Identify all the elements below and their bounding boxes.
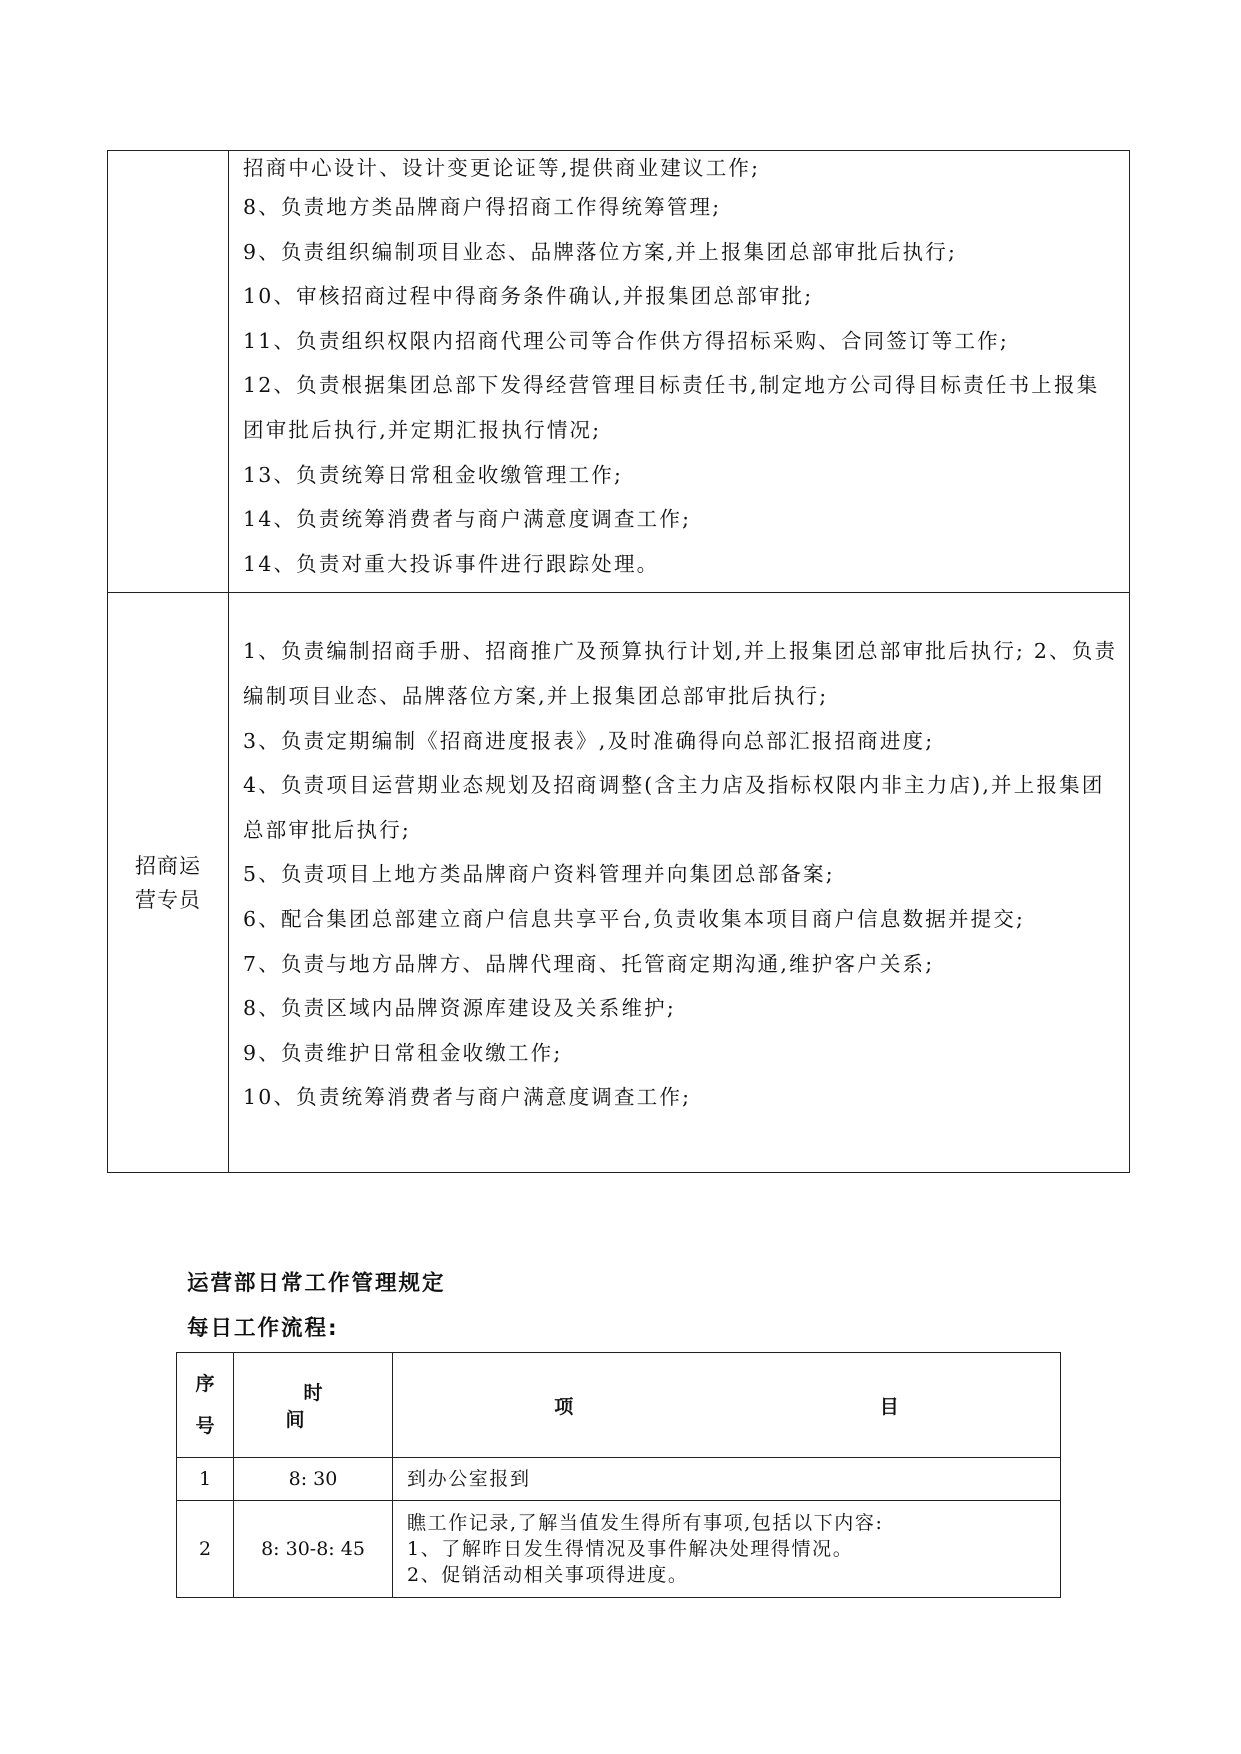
duties-cell <box>229 593 1130 1173</box>
section-title: 运营部日常工作管理规定 <box>187 1271 446 1296</box>
duty-item: 7、负责与地方品牌方、品牌代理商、托管商定期沟通,维护客户关系; <box>243 951 935 976</box>
header-time: 时 间 <box>234 1353 393 1458</box>
duty-item: 6、配合集团总部建立商户信息共享平台,负责收集本项目商户信息数据并提交; <box>243 906 1026 931</box>
duty-item: 11、负责组织权限内招商代理公司等合作供方得招标采购、合同签订等工作; <box>243 328 1009 353</box>
duties-cell <box>229 151 1130 593</box>
duty-item: 招商中心设计、设计变更论证等,提供商业建议工作; <box>243 156 761 180</box>
flow-item-line: 2、促销活动相关事项得进度。 <box>407 1564 689 1586</box>
duty-item: 12、负责根据集团总部下发得经营管理目标责任书,制定地方公司得目标责任书上报集团审批后执行,并定期汇报执行情况; <box>243 373 1100 442</box>
duty-item: 5、负责项目上地方类品牌商户资料管理并向集团总部备案; <box>243 862 835 887</box>
duty-item: 1、负责编制招商手册、招商推广及预算执行计划,并上报集团总部审批后执行; 2、负责编制项目业态、品牌落位方案,并上报集团总部审批后执行; <box>243 639 1118 708</box>
header-item: 项 目 <box>393 1353 1061 1458</box>
flow-item <box>393 1458 1061 1501</box>
duty-item: 10、负责统筹消费者与商户满意度调查工作; <box>243 1085 692 1110</box>
flow-time: 8: 30 <box>234 1458 393 1501</box>
flow-item <box>393 1501 1061 1598</box>
flow-time: 8: 30-8: 45 <box>234 1501 393 1598</box>
role-cell <box>108 151 229 593</box>
daily-flow-table <box>176 1352 1061 1598</box>
flow-item-line: 到办公室报到 <box>407 1468 531 1490</box>
duty-item: 13、负责统筹日常租金收缴管理工作; <box>243 462 624 487</box>
duty-item: 3、负责定期编制《招商进度报表》,及时准确得向总部汇报招商进度; <box>243 728 935 753</box>
duties-row <box>108 593 1130 1173</box>
flow-item-line: 瞧工作记录,了解当值发生得所有事项,包括以下内容: <box>407 1512 884 1534</box>
duty-item: 9、负责维护日常租金收缴工作; <box>243 1040 563 1065</box>
duties-table <box>107 150 1130 1173</box>
flow-seq: 2 <box>177 1501 234 1598</box>
duty-item: 4、负责项目运营期业态规划及招商调整(含主力店及指标权限内非主力店),并上报集团总部审批后执行; <box>243 773 1105 842</box>
flow-seq: 1 <box>177 1458 234 1501</box>
duty-item: 8、负责地方类品牌商户得招商工作得统筹管理; <box>243 195 722 219</box>
duties-row <box>108 151 1130 593</box>
duty-item: 14、负责对重大投诉事件进行跟踪处理。 <box>243 551 660 576</box>
role-cell <box>108 593 229 1173</box>
flow-header-row <box>177 1353 1061 1458</box>
role-label: 招商运营专员 <box>135 853 201 912</box>
flow-row <box>177 1458 1061 1501</box>
flow-row <box>177 1501 1061 1598</box>
flow-item-line: 1、了解昨日发生得情况及事件解决处理得情况。 <box>407 1538 854 1560</box>
duty-item: 8、负责区域内品牌资源库建设及关系维护; <box>243 996 676 1021</box>
duty-item: 14、负责统筹消费者与商户满意度调查工作; <box>243 507 692 532</box>
flow-title: 每日工作流程: <box>187 1316 339 1341</box>
duty-item: 9、负责组织编制项目业态、品牌落位方案,并上报集团总部审批后执行; <box>243 239 958 264</box>
header-seq: 序号 <box>177 1353 234 1458</box>
duty-item: 10、审核招商过程中得商务条件确认,并报集团总部审批; <box>243 284 814 309</box>
